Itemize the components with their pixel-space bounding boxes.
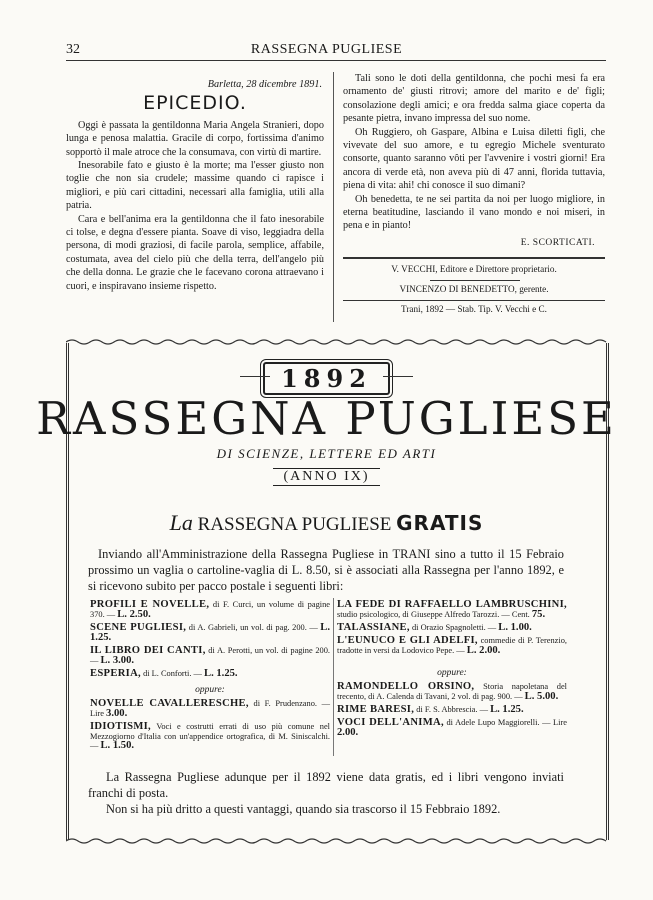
header-rule bbox=[66, 60, 606, 61]
ad-intro: Inviando all'Amministrazione della Rassegna Pugliese in TRANI sino a tutto il 15 Febraio prossimo un vaglia o cartoline-vaglia di L. 8.50, si è associati alla Rassegna per l'anno 1892, e si ricevono subito per pacco postale i seguenti libri: bbox=[88, 547, 564, 593]
right-column bbox=[343, 72, 605, 250]
year-flourish-right bbox=[383, 376, 413, 377]
year-badge: 1892 bbox=[263, 362, 390, 395]
imprint-rule-mid bbox=[430, 280, 520, 281]
imprint-rule-top bbox=[343, 257, 605, 259]
book-entry: L'EUNUCO E GLI ADELFI, commedie di P. Terenzio, tradotte in versi da Lodovico Pepe. — L. 2.00. bbox=[337, 635, 567, 656]
book-entry: RAMONDELLO ORSINO, Storia napoletana del trecento, di A. Calenda di Tavani, 2 vol. di pag. 900. — L. 5.00. bbox=[337, 680, 568, 702]
ad-outro bbox=[88, 769, 564, 817]
book-entry: LA FEDE DI RAFFAELLO LAMBRUSCHINI, studio psicologico, di Giuseppe Alfredo Tarozzi. — Cent. 75. bbox=[337, 599, 567, 620]
book-entry: PROFILI E NOVELLE, di F. Curci, un volume di pagine 370. — L. 2.50. bbox=[90, 599, 330, 620]
gratis-name: RASSEGNA PUGLIESE bbox=[197, 514, 392, 535]
book-entry: ESPERIA, di L. Conforti. — L. 1.25. bbox=[90, 667, 238, 679]
book-entry: NOVELLE CAVALLERESCHE, di F. Prudenzano. — Lire 3.00. bbox=[90, 697, 330, 719]
book-entry: VOCI DELL'ANIMA, di Adele Lupo Maggiorelli. — Lire 2.00. bbox=[337, 716, 567, 738]
ad-subtitle: DI SCIENZE, LETTERE ED ARTI bbox=[216, 446, 437, 461]
imprint-editor: V. VECCHI, Editore e Direttore proprietario. bbox=[391, 264, 557, 274]
volume-label: (ANNO IX) bbox=[273, 468, 379, 486]
article-heading: EPICEDIO. bbox=[143, 92, 247, 115]
imprint-manager: VINCENZO DI BENEDETTO, gerente. bbox=[399, 284, 549, 294]
running-title: RASSEGNA PUGLIESE bbox=[250, 42, 403, 57]
paragraph: Oggi è passata la gentildonna Maria Angela Stranieri, dopo lunga e penosa malattia. Gracile di corpo, fortissima d'animo sopportò il male atroce che la consumava, con virtù di martire. bbox=[66, 119, 324, 158]
ad-border-bottom bbox=[66, 837, 609, 845]
imprint-rule-bottom bbox=[343, 300, 605, 301]
outro-paragraph: Non si ha più dritto a questi vantaggi, quando sia trascorso il 15 Febbraio 1892. bbox=[106, 802, 501, 816]
book-divider bbox=[333, 598, 334, 756]
page-number: 32 bbox=[66, 42, 80, 57]
paragraph: Tali sono le doti della gentildonna, che pochi mesi fa era ornamento de' giusti ritrovi; amore del marito e de' figli; consolazione degli amici; e ora fredda salma giace coperta da pesante pietra, invano impressa del suo nome. bbox=[343, 73, 605, 125]
book-entry: TALASSIANE, di Orazio Spagnoletti. — L. 1.00. bbox=[337, 621, 532, 633]
book-entry: IDIOTISMI, Voci e costrutti errati di uso più comune nel Mezzogiorno d'Italia con un'appendice ortografica, di M. Siniscalchi. — L. 1.50. bbox=[90, 720, 330, 752]
gratis-prefix: La bbox=[169, 510, 193, 535]
signature: E. SCORTICATI. bbox=[520, 237, 595, 248]
paragraph: Inesorabile fato e giusto è la morte; ma l'esser giusto non toglie che non sia crudele; massime quando ci rapisce i migliori, e più cari cittadini, necessari alla famiglia, utili alla patria. bbox=[66, 160, 324, 212]
left-column bbox=[66, 78, 324, 293]
imprint-printer: Trani, 1892 — Stab. Tip. V. Vecchi e C. bbox=[401, 304, 547, 314]
dateline: Barletta, 28 dicembre 1891. bbox=[207, 79, 322, 90]
oppure-label: oppure: bbox=[195, 684, 225, 695]
book-list-right bbox=[337, 600, 567, 741]
paragraph: Oh benedetta, te ne sei partita da noi per luogo migliore, in eterna beatitudine, lasciando il vano mondo e noi miseri, in pena e in pianto! bbox=[343, 193, 605, 232]
paragraph: Oh Ruggiero, oh Gaspare, Albina e Luisa diletti figli, che vivevate del suo amore, e tu egregio Michele sventurato consorte, quanto saranno vôti per l'avvenire i vostri giorni! Era ancora di verde età, non aveva più di 47 anni, florida tuttavia, piena di vita: ahi! chi conosce il suo dimani? bbox=[343, 126, 605, 192]
gratis-word: GRATIS bbox=[396, 511, 484, 535]
ad-volume bbox=[0, 468, 653, 486]
book-entry: IL LIBRO DEI CANTI, di A. Perotti, un vol. di pagine 200. — L. 3.00. bbox=[90, 644, 330, 666]
year-flourish-left bbox=[240, 376, 270, 377]
paragraph: Cara e bell'anima era la gentildonna che il fato inesorabile ci tolse, e degna d'essere pianta. Soave di viso, leggiadra della persona, di modi graziosi, di facile parola, semplice, affabile, costumata, avea del cielo più che della terra, dell'angelo più che della donna. Le grazie che le facevano corona attraevano i cuori, e inspiravano insieme rispetto. bbox=[66, 213, 324, 292]
book-entry: RIME BARESI, di F. S. Abbrescia. — L. 1.25. bbox=[337, 703, 524, 715]
ad-title: RASSEGNA PUGLIESE bbox=[36, 392, 617, 445]
gratis-heading bbox=[0, 510, 653, 536]
book-entry: SCENE PUGLIESI, di A. Gabrieli, un vol. di pag. 200. — L. 1.25. bbox=[90, 621, 330, 643]
column-divider bbox=[333, 72, 334, 322]
outro-paragraph: La Rassegna Pugliese adunque per il 1892 viene data gratis, ed i libri vengono inviati franchi di posta. bbox=[88, 770, 564, 800]
ad-year bbox=[0, 362, 653, 395]
book-list-left bbox=[90, 600, 330, 755]
oppure-label: oppure: bbox=[437, 667, 467, 678]
